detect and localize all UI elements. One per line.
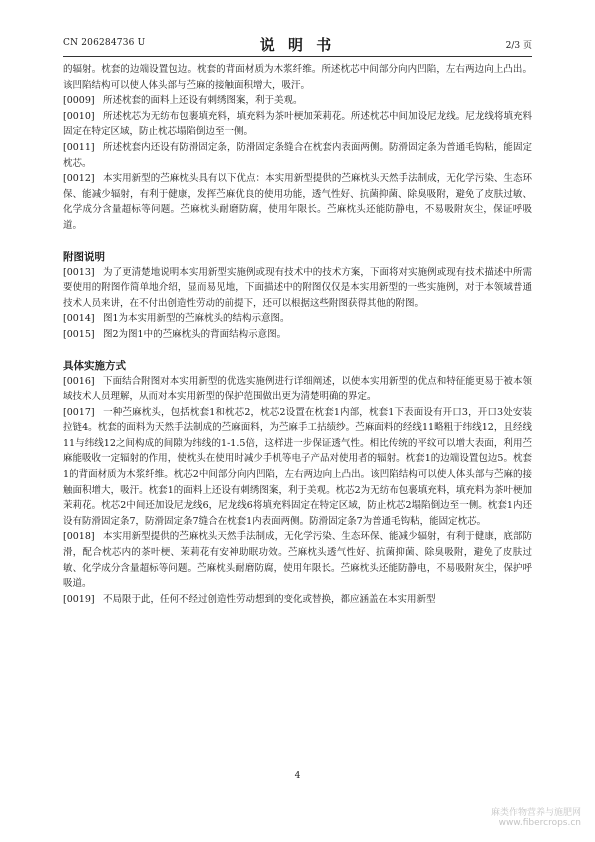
- embodiment-paragraph-list: [63, 374, 532, 608]
- paragraph: [63, 109, 532, 140]
- doc-title: 说 明 书: [259, 36, 336, 54]
- paragraph-number: [0018]: [63, 531, 95, 543]
- document-body: [63, 62, 532, 607]
- watermark-line2: www.fibercrops.cn: [498, 818, 581, 828]
- paragraph-number: [0017]: [63, 406, 95, 418]
- paragraph-number: [0015]: [63, 328, 95, 340]
- paragraph-text: 所述枕芯为无纺布包裹填充料，填充料为茶叶梗加茉莉花。所述枕芯中间加设尼龙线。尼龙线将填充料固定在特定区域，防止枕芯塌陷倒边至一侧。: [63, 110, 532, 138]
- page-of: 2/3 页: [505, 41, 532, 51]
- doc-id: CN 206284736 U: [63, 38, 146, 48]
- paragraph: [63, 529, 532, 591]
- paragraph-text: 所述枕套的面料上还设有刺绣图案，利于美观。: [103, 95, 303, 107]
- section-title-embodiment: 具体实施方式: [63, 359, 126, 372]
- paragraph-text: 下面结合附图对本实用新型的优选实施例进行详细阐述，以使本实用新型的优点和特征能更易于被本领域技术人员理解，从而对本实用新型的保护范围做出更为清楚明确的界定。: [63, 375, 532, 403]
- paragraph-number: [0014]: [63, 313, 95, 325]
- paragraph-number: [0016]: [63, 375, 95, 387]
- paragraph-text: 图2为图1中的苎麻枕头的背面结构示意图。: [103, 328, 287, 340]
- paragraph-text: 图1为本实用新型的苎麻枕头的结构示意图。: [103, 313, 290, 325]
- paragraph-number: [0009]: [63, 95, 95, 107]
- paragraph-text: 不局限于此，任何不经过创造性劳动想到的变化或替换，都应涵盖在本实用新型: [103, 593, 436, 605]
- paragraph-text: 本实用新型的苎麻枕头具有以下优点：本实用新型提供的苎麻枕头天然手法制成，无化学污染、生态环保、能减少辐射，有利于健康，发挥苎麻优良的使用功能，透气性好、抗菌抑菌、除臭吸附，避免了皮肤过敏、化学成分含量超标等问题。苎麻枕头耐磨防腐，使用年限长。苎麻枕头还能防静电，不易吸附灰尘，保证呼吸道。: [63, 173, 532, 231]
- section-title-figures: 附图说明: [63, 250, 105, 263]
- paragraph: [63, 311, 532, 327]
- paragraph-text: 所述枕套内还设有防滑固定条，防滑固定条缝合在枕套内表面两侧。防滑固定条为普通毛钩粘，能固定枕芯。: [63, 141, 532, 169]
- paragraph-list: [63, 93, 532, 233]
- watermark-line1: 麻类作物营养与施肥网: [490, 808, 581, 818]
- paragraph: [63, 592, 532, 608]
- paragraph-number: [0012]: [63, 173, 95, 185]
- paragraph: [63, 374, 532, 405]
- paragraph: [63, 405, 532, 530]
- paragraph: [63, 265, 532, 312]
- figures-paragraph-list: [63, 265, 532, 343]
- paragraph-text: 本实用新型提供的苎麻枕头天然手法制成，无化学污染、生态环保、能减少辐射，有利于健康，底部防滑，配合枕芯内的茶叶梗、茉莉花有安神助眠功效。苎麻枕头透气性好、抗菌抑菌、除臭吸附，避免了皮肤过敏、化学成分含量超标等问题。苎麻枕头耐磨防腐，使用年限长。苎麻枕头还能防静电，不易吸附灰尘，保护呼吸道。: [63, 531, 532, 590]
- paragraph-text: 一种苎麻枕头，包括枕套1和枕芯2，枕芯2设置在枕套1内部，枕套1下表面设有开口3，开口3处安装拉链4。枕套的面料为天然手法制成的苎麻面料，为苎麻手工拈绩纱。苎麻面料的经线11略粗于纬线12，且经线11与纬线12之间构成的间隙为纬线的1-1.5倍，这样进一步保证透气性。相比传统的平纹可以增大表面，利用苎麻能吸收一定辐射的作用，使枕头在使用时减少手机等电子产品对使用者的辐射。枕套1的边端设置包边5。枕套1的背面材质为木浆纤维。枕芯2中间部分向内凹陷，左右两边向上凸出。该凹陷结构可以使人体头部与苎麻的接触面积增大，吸汗。枕套1的面料上还设有刺绣图案，利于美观。枕芯2为无纺布包裹填充料，填充料为茶叶梗加茉莉花。枕芯2中间还加设尼龙线6，尼龙线6将填充料固定在特定区域，防止枕芯2塌陷倒边至一侧。枕套1内还设有防滑固定条7，防滑固定条7缝合在枕套1内表面两侧。防滑固定条7为普通毛钩粘，能固定枕芯。: [63, 406, 532, 527]
- paragraph-number: [0013]: [63, 266, 95, 278]
- paragraph: [63, 171, 532, 233]
- paragraph-number: [0019]: [63, 593, 95, 605]
- header-rule: [63, 56, 532, 57]
- paragraph-text: 为了更清楚地说明本实用新型实施例或现有技术中的技术方案，下面将对实施例或现有技术描述中所需要使用的附图作简单地介绍，显而易见地，下面描述中的附图仅仅是本实用新型的一些实施例，对于本领域普通技术人员来讲，在不付出创造性劳动的前提下，还可以根据这些附图获得其他的附图。: [63, 266, 532, 309]
- page-number: 4: [294, 771, 301, 781]
- paragraph: [63, 140, 532, 171]
- paragraph-number: [0011]: [63, 141, 95, 153]
- paragraph: [63, 327, 532, 343]
- paragraph-number: [0010]: [63, 110, 95, 122]
- page-header: [63, 34, 532, 54]
- paragraph: [63, 93, 532, 109]
- intro-continuation: 的辐射。枕套的边端设置包边。枕套的背面材质为木浆纤维。所述枕芯中间部分向内凹陷，左右两边向上凸出。该凹陷结构可以使人体头部与苎麻的接触面积增大，吸汗。: [63, 64, 532, 91]
